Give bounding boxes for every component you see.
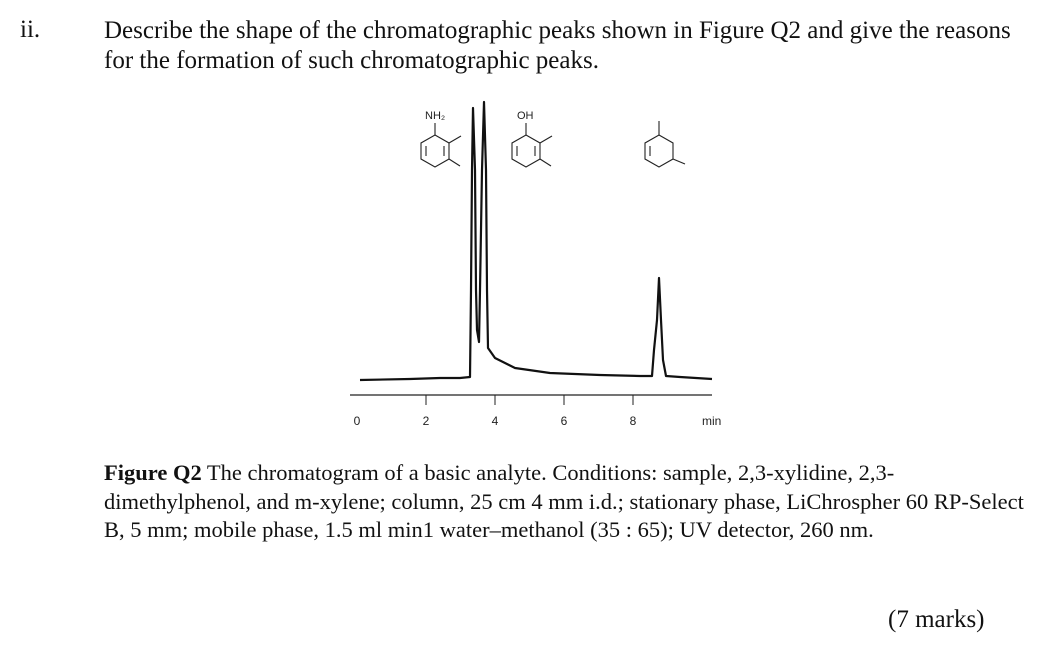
axis-unit-label: min: [702, 414, 722, 428]
question-text: Describe the shape of the chromatographic peaks shown in Figure Q2 and give the reasons for the formation of such chromatographic peaks.: [104, 17, 1011, 74]
x-tick-label-4: 4: [491, 414, 499, 428]
dimethylphenol-structure-icon: [512, 123, 552, 167]
caption-label: Figure Q2: [104, 460, 202, 485]
marks-label: (7 marks): [888, 606, 985, 633]
x-tick-label-0: 0: [353, 414, 361, 428]
xylidine-structure-icon: [421, 123, 461, 167]
x-tick-label-2: 2: [422, 414, 430, 428]
nh2-label: NH₂: [425, 110, 446, 122]
figure-caption: [104, 459, 1034, 545]
oh-label: OH: [517, 110, 534, 122]
xylene-structure-icon: [645, 121, 685, 167]
chromatogram-figure: [300, 90, 760, 440]
caption-text: The chromatogram of a basic analyte. Conditions: sample, 2,3-xylidine, 2,3-dimethylphenol, and m-xylene; column, 25 cm 4 mm i.d.; stationary phase, LiChrospher 60 RP-Select B, 5 mm; mobile phase, 1.5 ml min1 water–methanol (35 : 65); UV detector, 260 nm.: [104, 460, 1024, 542]
chromatogram-trace: [360, 102, 712, 380]
question-number: ii.: [20, 16, 41, 43]
x-tick-label-8: 8: [629, 414, 637, 428]
x-tick-label-6: 6: [560, 414, 568, 428]
